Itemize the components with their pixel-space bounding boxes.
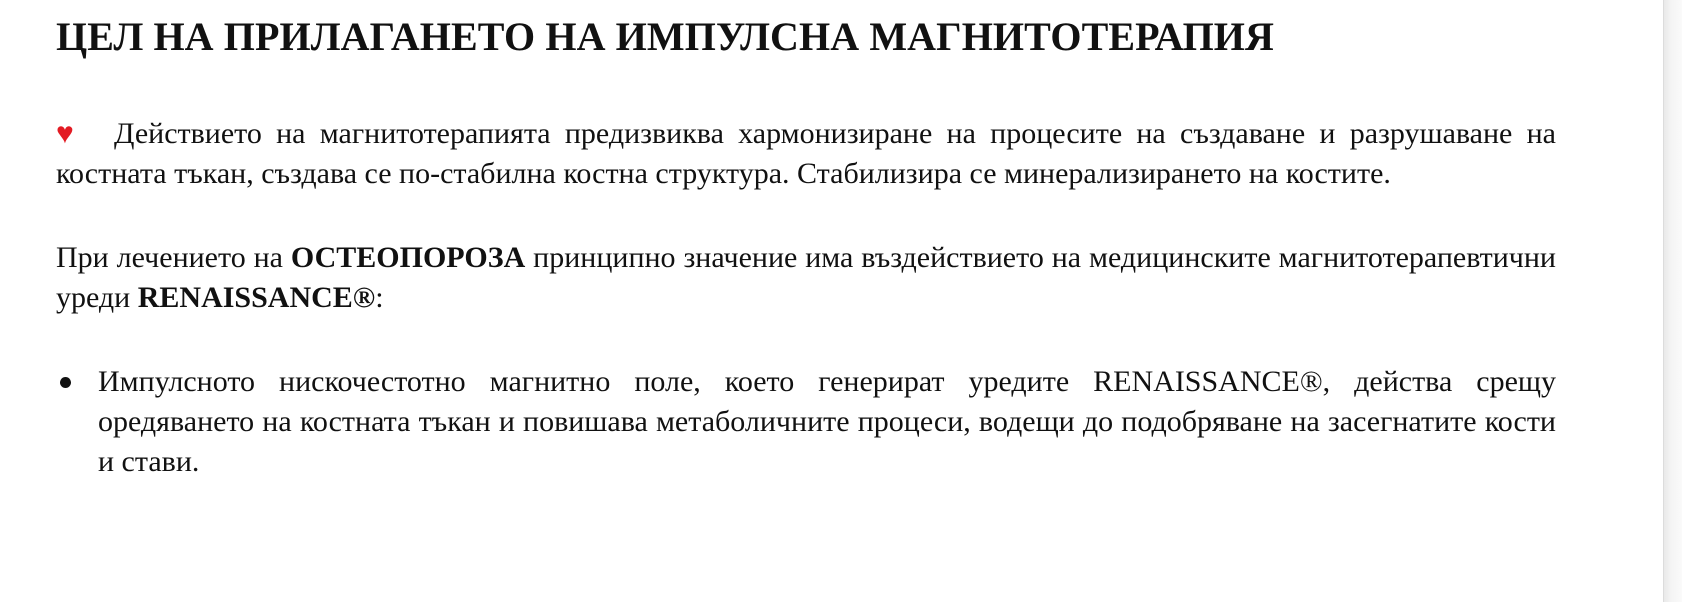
osteoporosis-text-part2: принципно значение има въздействието на медицинските магнитотерапевтични уреди — [56, 241, 1556, 314]
bullet-list — [56, 362, 1556, 482]
renaissance-brand: RENAISSANCE® — [137, 281, 376, 314]
document-title: ЦЕЛ НА ПРИЛАГАНЕТО НА ИМПУЛСНА МАГНИТОТЕРАПИЯ — [56, 14, 1274, 59]
osteoporosis-text-part3: : — [375, 281, 384, 314]
bullet-icon — [60, 377, 71, 388]
osteoporosis-keyword: ОСТЕОПОРОЗА — [290, 241, 526, 274]
heart-icon: ♥ — [56, 117, 74, 150]
intro-paragraph — [56, 114, 1556, 194]
intro-paragraph-text: Действието на магнитотерапията предизвиква хармонизиране на процесите на създаване и разрушаване на костната тъкан, създава се по-стабилна костна структура. Стабилизира се минерализирането на костите. — [56, 117, 1556, 190]
osteoporosis-text-part1: При лечението на — [56, 241, 291, 274]
list-item-text: Импулсното нискочестотно магнитно поле, което генерират уредите RENAISSANCE®, действа срещу оредяването на костната тъкан и повишава метаболичните процеси, водещи до подобряване на засегнатите кости и стави. — [98, 365, 1556, 478]
document-body — [56, 10, 1556, 482]
osteoporosis-paragraph — [56, 238, 1556, 318]
right-margin-shadow — [1663, 0, 1682, 602]
list-item — [56, 362, 1556, 482]
